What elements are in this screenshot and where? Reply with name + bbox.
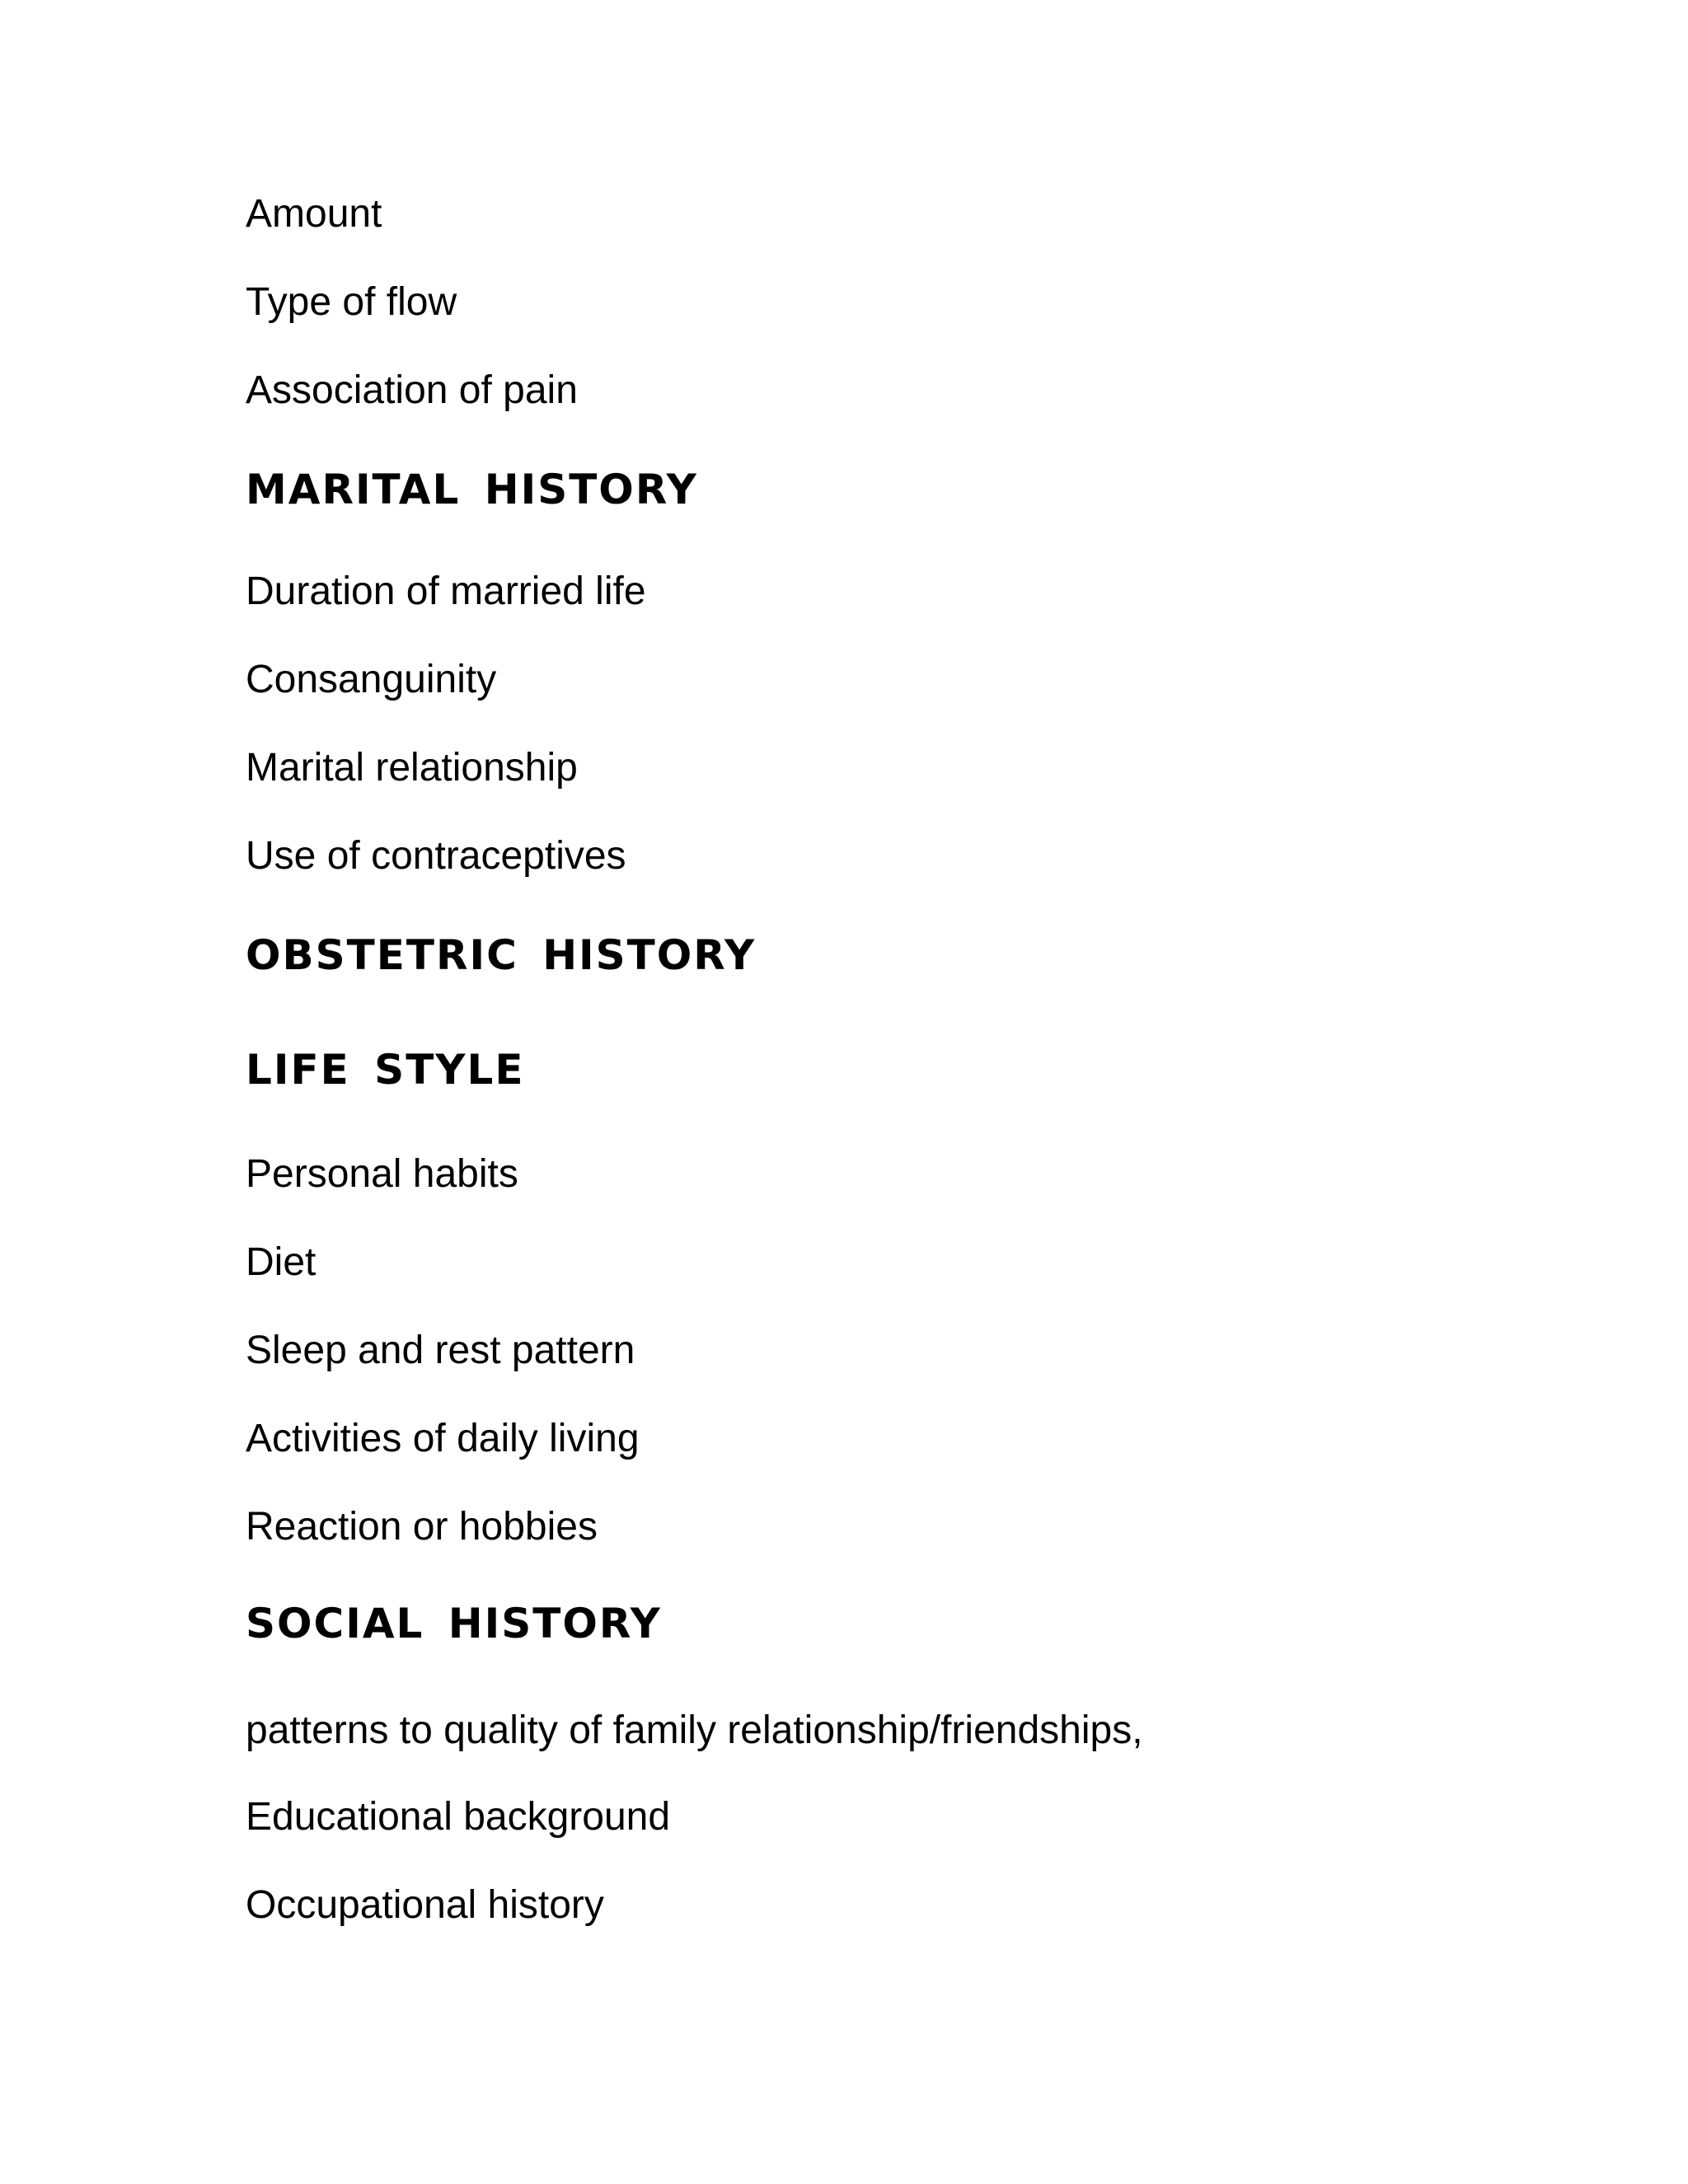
list-item-consanguinity: Consanguinity: [246, 658, 497, 701]
list-item-educational-background: Educational background: [246, 1795, 671, 1839]
list-item-reaction-or-hobbies: Reaction or hobbies: [246, 1505, 598, 1549]
list-item-use-of-contraceptives: Use of contraceptives: [246, 834, 626, 878]
heading-life-style: LIFE STYLE: [246, 1046, 525, 1094]
list-item-type-of-flow: Type of flow: [246, 280, 457, 324]
list-item-association-of-pain: Association of pain: [246, 368, 578, 412]
list-item-marital-relationship: Marital relationship: [246, 746, 578, 790]
list-item-occupational-history: Occupational history: [246, 1883, 604, 1927]
heading-social-history: SOCIAL HISTORY: [246, 1600, 662, 1647]
list-item-personal-habits: Personal habits: [246, 1152, 518, 1196]
list-item-diet: Diet: [246, 1240, 316, 1284]
list-item-activities-of-daily-living: Activities of daily living: [246, 1417, 640, 1460]
list-item-family-relationships: patterns to quality of family relationship/friendships,: [246, 1708, 1143, 1752]
list-item-duration-of-married-life: Duration of married life: [246, 569, 646, 613]
heading-marital-history: MARITAL HISTORY: [246, 466, 698, 513]
list-item-sleep-and-rest-pattern: Sleep and rest pattern: [246, 1329, 635, 1372]
heading-obstetric-history: OBSTETRIC HISTORY: [246, 931, 757, 979]
list-item-amount: Amount: [246, 192, 382, 236]
